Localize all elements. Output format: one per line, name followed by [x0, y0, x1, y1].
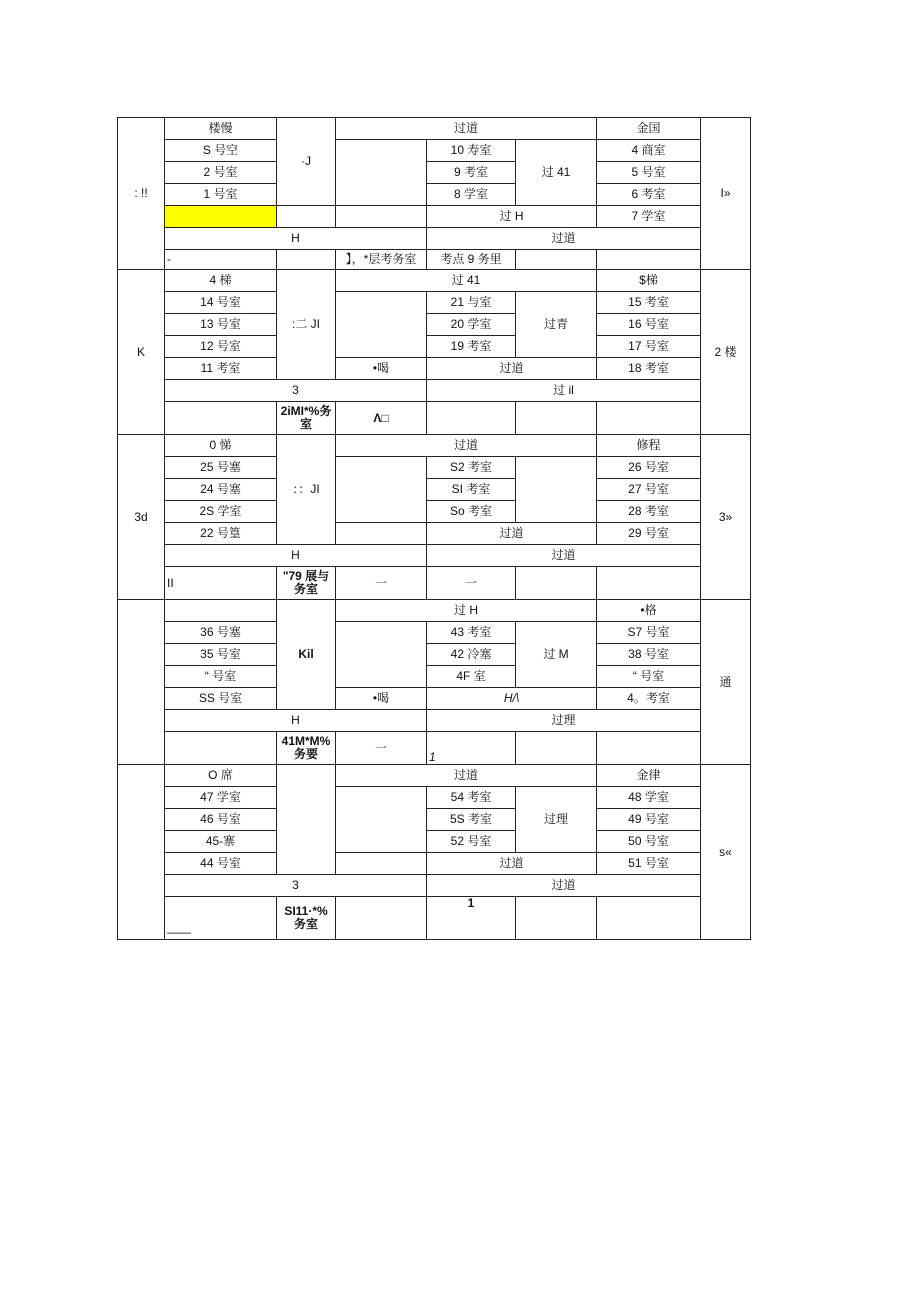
corridor-label	[516, 457, 597, 523]
empty-cell	[336, 853, 427, 875]
stair-label: 金国	[597, 118, 701, 140]
corridor-label: 过 H	[427, 206, 597, 228]
floor-side-label-left: : !!	[118, 118, 165, 270]
room-cell: 29 号室	[597, 523, 701, 545]
corridor-label: 过 41	[516, 140, 597, 206]
room-cell: 13 号室	[165, 314, 277, 336]
hall-label: 过道	[427, 545, 701, 567]
room-cell: 22 号篁	[165, 523, 277, 545]
room-cell: 44 号室	[165, 853, 277, 875]
office-label: "79 展与务室	[277, 567, 336, 600]
hall-label: H	[165, 710, 427, 732]
room-cell: 48 学室	[597, 787, 701, 809]
room-cell: 27 号室	[597, 479, 701, 501]
bottom-cell	[597, 402, 701, 435]
corridor-label: 过道	[336, 765, 597, 787]
room-cell: 38 号室	[597, 644, 701, 666]
stair-label: 4 梯	[165, 270, 277, 292]
room-cell: 4 商室	[597, 140, 701, 162]
stair-label: O 席	[165, 765, 277, 787]
room-cell: 11 考室	[165, 358, 277, 380]
room-cell: 52 号室	[427, 831, 516, 853]
room-cell: 9 考室	[427, 162, 516, 184]
room-cell: S7 号室	[597, 622, 701, 644]
room-cell: 4。考室	[597, 688, 701, 710]
stairwell: ：：JI	[277, 435, 336, 545]
stair-label: •格	[597, 600, 701, 622]
corridor-label: 过 H	[336, 600, 597, 622]
stairwell	[277, 765, 336, 875]
room-cell: 25 号塞	[165, 457, 277, 479]
room-cell: 42 冷塞	[427, 644, 516, 666]
stair-label: 楼慢	[165, 118, 277, 140]
bottom-cell: -	[165, 250, 277, 270]
room-cell: 6 考室	[597, 184, 701, 206]
floor-plan-table	[117, 117, 751, 940]
room-cell: 19 考室	[427, 336, 516, 358]
bottom-cell: 1	[427, 732, 516, 765]
empty-cell	[336, 622, 427, 688]
room-cell: 5S 考室	[427, 809, 516, 831]
lower-mid-label: •喝	[336, 688, 427, 710]
stair-label: 0 悌	[165, 435, 277, 457]
floor-side-label-right: s«	[701, 765, 751, 940]
empty-cell	[336, 523, 427, 545]
lower-mid-label: •喝	[336, 358, 427, 380]
room-cell: 54 考室	[427, 787, 516, 809]
room-cell: 24 号塞	[165, 479, 277, 501]
hall-label: H	[165, 228, 427, 250]
room-cell: 7 学室	[597, 206, 701, 228]
bottom-cell	[516, 897, 597, 940]
bottom-cell	[597, 897, 701, 940]
hall-label: 3	[165, 380, 427, 402]
office-label: 考点 9 务里	[427, 250, 516, 270]
room-cell: SS 号室	[165, 688, 277, 710]
room-cell: 36 号塞	[165, 622, 277, 644]
bottom-cell: 1	[427, 897, 516, 940]
bottom-cell	[516, 732, 597, 765]
room-cell: “ 号室	[597, 666, 701, 688]
room-cell: S 号空	[165, 140, 277, 162]
bottom-cell	[516, 402, 597, 435]
floor-side-label-left	[118, 765, 165, 940]
stair-label: 金律	[597, 765, 701, 787]
bottom-cell: 一	[336, 567, 427, 600]
stairwell: ·J	[277, 118, 336, 206]
room-cell: 10 寿室	[427, 140, 516, 162]
corridor-label: 过道	[336, 118, 597, 140]
corridor-label: 过 41	[336, 270, 597, 292]
bottom-cell	[165, 402, 277, 435]
bottom-cell	[597, 250, 701, 270]
corridor-label: 过道	[427, 523, 597, 545]
stair-label: $梯	[597, 270, 701, 292]
hall-label: 过道	[427, 228, 701, 250]
bottom-cell: 一	[336, 732, 427, 765]
highlighted-cell	[165, 206, 277, 228]
corridor-label: 过道	[427, 853, 597, 875]
empty-cell	[336, 140, 427, 206]
hall-label: 过道	[427, 875, 701, 897]
bottom-cell	[277, 250, 336, 270]
floor-side-label-left: 3d	[118, 435, 165, 600]
room-cell: 43 考室	[427, 622, 516, 644]
room-cell: 46 号室	[165, 809, 277, 831]
bottom-cell	[597, 732, 701, 765]
hall-label: 3	[165, 875, 427, 897]
stair-label: 修程	[597, 435, 701, 457]
floor-side-label-left: K	[118, 270, 165, 435]
bottom-cell: 一	[427, 567, 516, 600]
empty-cell	[336, 206, 427, 228]
room-cell: 17 号室	[597, 336, 701, 358]
stair-label	[165, 600, 277, 622]
room-cell: SI 考室	[427, 479, 516, 501]
stairwell: Kil	[277, 600, 336, 710]
room-cell: 18 考室	[597, 358, 701, 380]
corridor-label: H/\	[427, 688, 597, 710]
bottom-cell	[336, 897, 427, 940]
floor-side-label-left	[118, 600, 165, 765]
room-cell: 15 考室	[597, 292, 701, 314]
room-cell: 49 号室	[597, 809, 701, 831]
room-cell: 21 与室	[427, 292, 516, 314]
empty-cell	[336, 787, 427, 853]
corridor-label: 过道	[427, 358, 597, 380]
room-cell: 4F 室	[427, 666, 516, 688]
room-cell: 51 号室	[597, 853, 701, 875]
room-cell: 16 号室	[597, 314, 701, 336]
bottom-cell: II	[165, 567, 277, 600]
room-cell: 35 号室	[165, 644, 277, 666]
room-cell: S2 考室	[427, 457, 516, 479]
room-cell: 47 学室	[165, 787, 277, 809]
room-cell: 45-寨	[165, 831, 277, 853]
bottom-cell	[516, 567, 597, 600]
room-cell: 26 号室	[597, 457, 701, 479]
empty-cell	[277, 206, 336, 228]
room-cell: 12 号室	[165, 336, 277, 358]
office-label: 41M*M%务要	[277, 732, 336, 765]
office-label: 】，*层考务室	[336, 250, 427, 270]
room-cell: 1 号室	[165, 184, 277, 206]
bottom-cell	[516, 250, 597, 270]
hall-label: 过理	[427, 710, 701, 732]
room-cell: 14 号室	[165, 292, 277, 314]
office-label: 2iMI*%务室	[277, 402, 336, 435]
room-cell: “ 号室	[165, 666, 277, 688]
empty-cell	[336, 457, 427, 523]
hall-label: 过 il	[427, 380, 701, 402]
room-cell: So 考室	[427, 501, 516, 523]
corridor-label: 过 M	[516, 622, 597, 688]
stairwell: :二 JI	[277, 270, 336, 380]
bottom-cell: ——	[165, 897, 277, 940]
empty-cell	[336, 292, 427, 358]
room-cell: 50 号室	[597, 831, 701, 853]
bottom-cell	[597, 567, 701, 600]
floor-side-label-right: 通	[701, 600, 751, 765]
room-cell: 8 学室	[427, 184, 516, 206]
room-cell: 20 学室	[427, 314, 516, 336]
corridor-label: 过道	[336, 435, 597, 457]
bottom-cell	[427, 402, 516, 435]
hall-label: H	[165, 545, 427, 567]
floor-side-label-right: 3»	[701, 435, 751, 600]
corridor-label: 过理	[516, 787, 597, 853]
office-label: SI11·*%务室	[277, 897, 336, 940]
bottom-cell	[165, 732, 277, 765]
floor-side-label-right: 2 楼	[701, 270, 751, 435]
corridor-label: 过青	[516, 292, 597, 358]
room-cell: 5 号室	[597, 162, 701, 184]
bottom-cell: Λ□	[336, 402, 427, 435]
room-cell: 2S 学室	[165, 501, 277, 523]
floor-side-label-right: I»	[701, 118, 751, 270]
room-cell: 2 号室	[165, 162, 277, 184]
room-cell: 28 考室	[597, 501, 701, 523]
